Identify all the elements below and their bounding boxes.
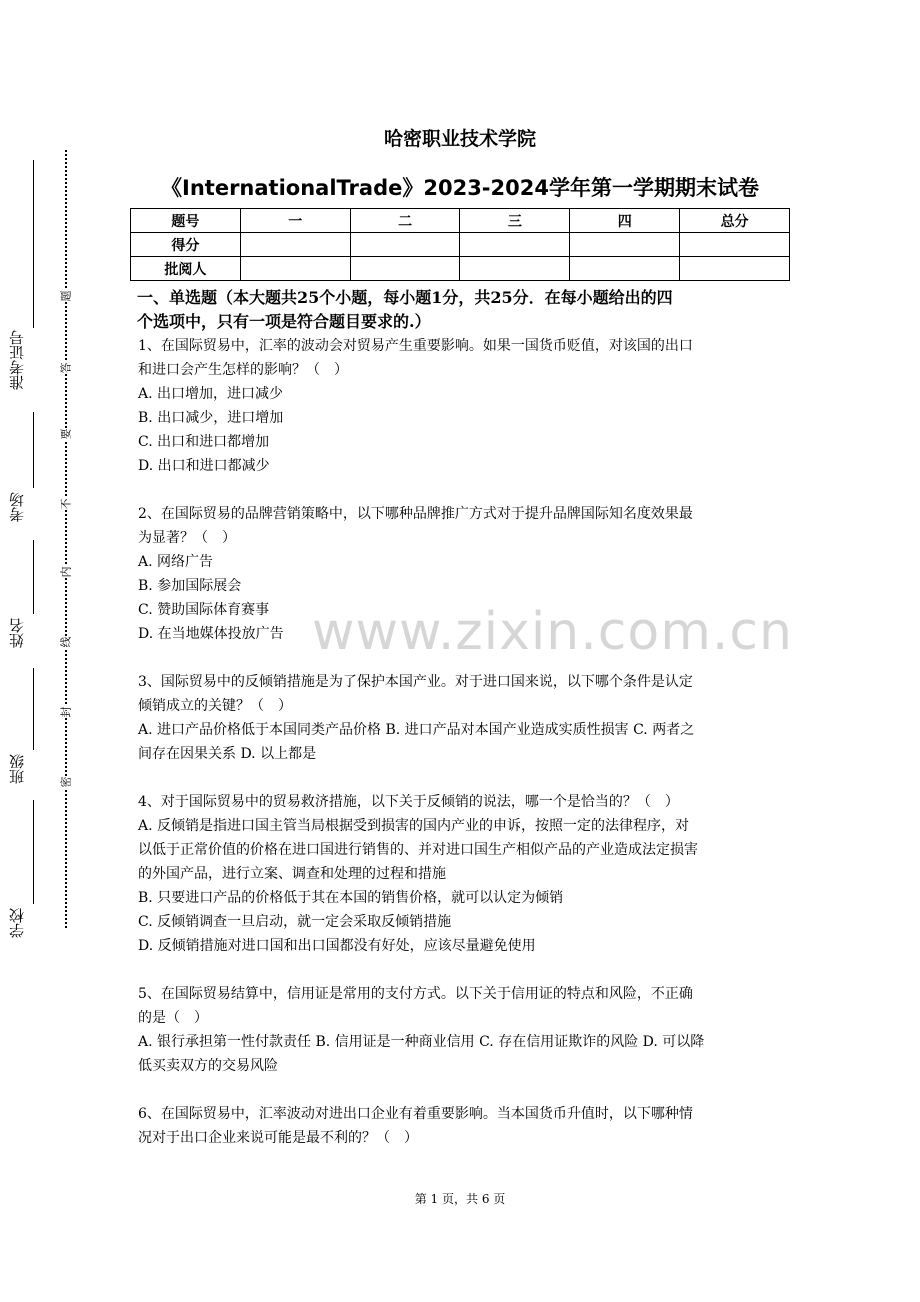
option-d[interactable]: D. 反倾销措施对进口国和出口国都没有好处，应该尽量避免使用 xyxy=(138,938,536,954)
exam-room-field: 考场 xyxy=(7,492,26,522)
seal-char: 要 xyxy=(59,428,72,440)
question-content xyxy=(138,286,783,1150)
exam-title: 《InternationalTrade》2023-2024学年第一学期期末试卷 xyxy=(161,176,759,200)
question-stem: 1、在国际贸易中，汇率的波动会对贸易产生重要影响。如果一国货币贬值，对该国的出口 xyxy=(138,338,693,354)
exam-room-line[interactable] xyxy=(33,412,34,488)
exam-number-field: 准考证号 xyxy=(7,330,26,390)
watermark: www.zixin.com.cn xyxy=(312,602,793,662)
options-inline[interactable]: 低买卖双方的交易风险 xyxy=(138,1058,278,1074)
question-5 xyxy=(138,982,783,1078)
seal-char: 线 xyxy=(59,636,72,648)
option-a[interactable]: A. 反倾销是指进口国主管当局根据受到损害的国内产业的申诉，按照一定的法律程序，对 xyxy=(138,818,690,834)
options-inline[interactable]: 间存在因果关系 D. 以上都是 xyxy=(138,746,317,762)
options-inline[interactable]: A. 进口产品价格低于本国同类产品价格 B. 进口产品对本国产业造成实质性损害 C. 两者之 xyxy=(138,722,695,738)
option-c[interactable]: C. 反倾销调查一旦启动，就一定会采取反倾销措施 xyxy=(138,914,452,930)
class-field: 班级 xyxy=(7,754,26,784)
option-b[interactable]: B. 只要进口产品的价格低于其在本国的销售价格，就可以认定为倾销 xyxy=(138,890,564,906)
option-d[interactable]: D. 出口和进口都减少 xyxy=(138,458,270,474)
page-footer: 第 1 页，共 6 页 xyxy=(414,1192,506,1206)
question-4 xyxy=(138,790,783,958)
option-a[interactable]: A. 出口增加，进口减少 xyxy=(138,386,284,402)
option-a-cont[interactable]: 以低于正常价值的价格在进口国进行销售的、并对进口国生产相似产品的产业造成法定损害 xyxy=(138,842,698,858)
score-cell[interactable] xyxy=(240,233,350,257)
class-line[interactable] xyxy=(33,668,34,750)
grader-cell[interactable] xyxy=(460,257,570,281)
grader-row xyxy=(131,257,790,281)
option-c[interactable]: C. 赞助国际体育赛事 xyxy=(138,602,270,618)
question-stem: 5、在国际贸易结算中，信用证是常用的支付方式。以下关于信用证的特点和风险，不正确 xyxy=(138,986,693,1002)
seal-char: 密 xyxy=(59,776,72,788)
option-a-cont[interactable]: 的外国产品，进行立案、调查和处理的过程和措施 xyxy=(138,866,446,882)
grader-cell[interactable] xyxy=(350,257,460,281)
score-table-header-cell: 题号 xyxy=(131,209,241,233)
option-b[interactable]: B. 出口减少，进口增加 xyxy=(138,410,284,426)
question-stem: 6、在国际贸易中，汇率波动对进出口企业有着重要影响。当本国货币升值时，以下哪种情 xyxy=(138,1106,693,1122)
seal-char: 答 xyxy=(59,362,72,374)
question-6 xyxy=(138,1102,783,1150)
options-inline[interactable]: A. 银行承担第一性付款责任 B. 信用证是一种商业信用 C. 存在信用证欺诈的风险 D. 可以降 xyxy=(138,1034,705,1050)
question-stem: 况对于出口企业来说可能是最不利的？（ ） xyxy=(138,1130,418,1146)
score-table-header-cell: 总分 xyxy=(680,209,790,233)
question-stem: 为显著？（ ） xyxy=(138,530,236,546)
school-field: 学校 xyxy=(7,908,26,938)
option-c[interactable]: C. 出口和进口都增加 xyxy=(138,434,270,450)
score-cell[interactable] xyxy=(680,233,790,257)
question-stem: 4、对于国际贸易中的贸易救济措施，以下关于反倾销的说法，哪一个是恰当的？（ ） xyxy=(138,794,679,810)
question-stem: 和进口会产生怎样的影响？（ ） xyxy=(138,362,348,378)
question-stem: 倾销成立的关键？（ ） xyxy=(138,698,292,714)
question-1 xyxy=(138,334,783,478)
name-line[interactable] xyxy=(33,540,34,614)
grader-row-label: 批阅人 xyxy=(131,257,241,281)
question-stem: 2、在国际贸易的品牌营销策略中，以下哪种品牌推广方式对于提升品牌国际知名度效果最 xyxy=(138,506,693,522)
question-stem: 的是（ ） xyxy=(138,1010,208,1026)
seal-char: 内 xyxy=(59,566,72,578)
question-3 xyxy=(138,670,783,766)
grader-cell[interactable] xyxy=(240,257,350,281)
score-cell[interactable] xyxy=(350,233,460,257)
score-table-header-row xyxy=(131,209,790,233)
seal-char: 不 xyxy=(59,498,72,510)
seal-dotted-line xyxy=(65,150,67,928)
score-table xyxy=(130,208,790,281)
seal-char: 题 xyxy=(59,290,72,302)
school-line[interactable] xyxy=(33,800,34,904)
name-field: 姓名 xyxy=(7,618,26,648)
score-table-header-cell: 一 xyxy=(240,209,350,233)
grader-cell[interactable] xyxy=(680,257,790,281)
score-cell[interactable] xyxy=(570,233,680,257)
score-cell[interactable] xyxy=(460,233,570,257)
option-d[interactable]: D. 在当地媒体投放广告 xyxy=(138,626,284,642)
grader-cell[interactable] xyxy=(570,257,680,281)
score-table-header-cell: 二 xyxy=(350,209,460,233)
score-table-header-cell: 四 xyxy=(570,209,680,233)
score-table-header-cell: 三 xyxy=(460,209,570,233)
option-a[interactable]: A. 网络广告 xyxy=(138,554,214,570)
section-heading: 一、单选题（本大题共25个小题，每小题1分，共25分．在每小题给出的四 个选项中，只有一项是符合题目要求的.） xyxy=(137,288,673,331)
option-b[interactable]: B. 参加国际展会 xyxy=(138,578,242,594)
seal-char: 封 xyxy=(59,706,72,718)
score-row xyxy=(131,233,790,257)
question-stem: 3、国际贸易中的反倾销措施是为了保护本国产业。对于进口国来说，以下哪个条件是认定 xyxy=(138,674,693,690)
score-row-label: 得分 xyxy=(131,233,241,257)
school-name: 哈密职业技术学院 xyxy=(383,128,536,150)
